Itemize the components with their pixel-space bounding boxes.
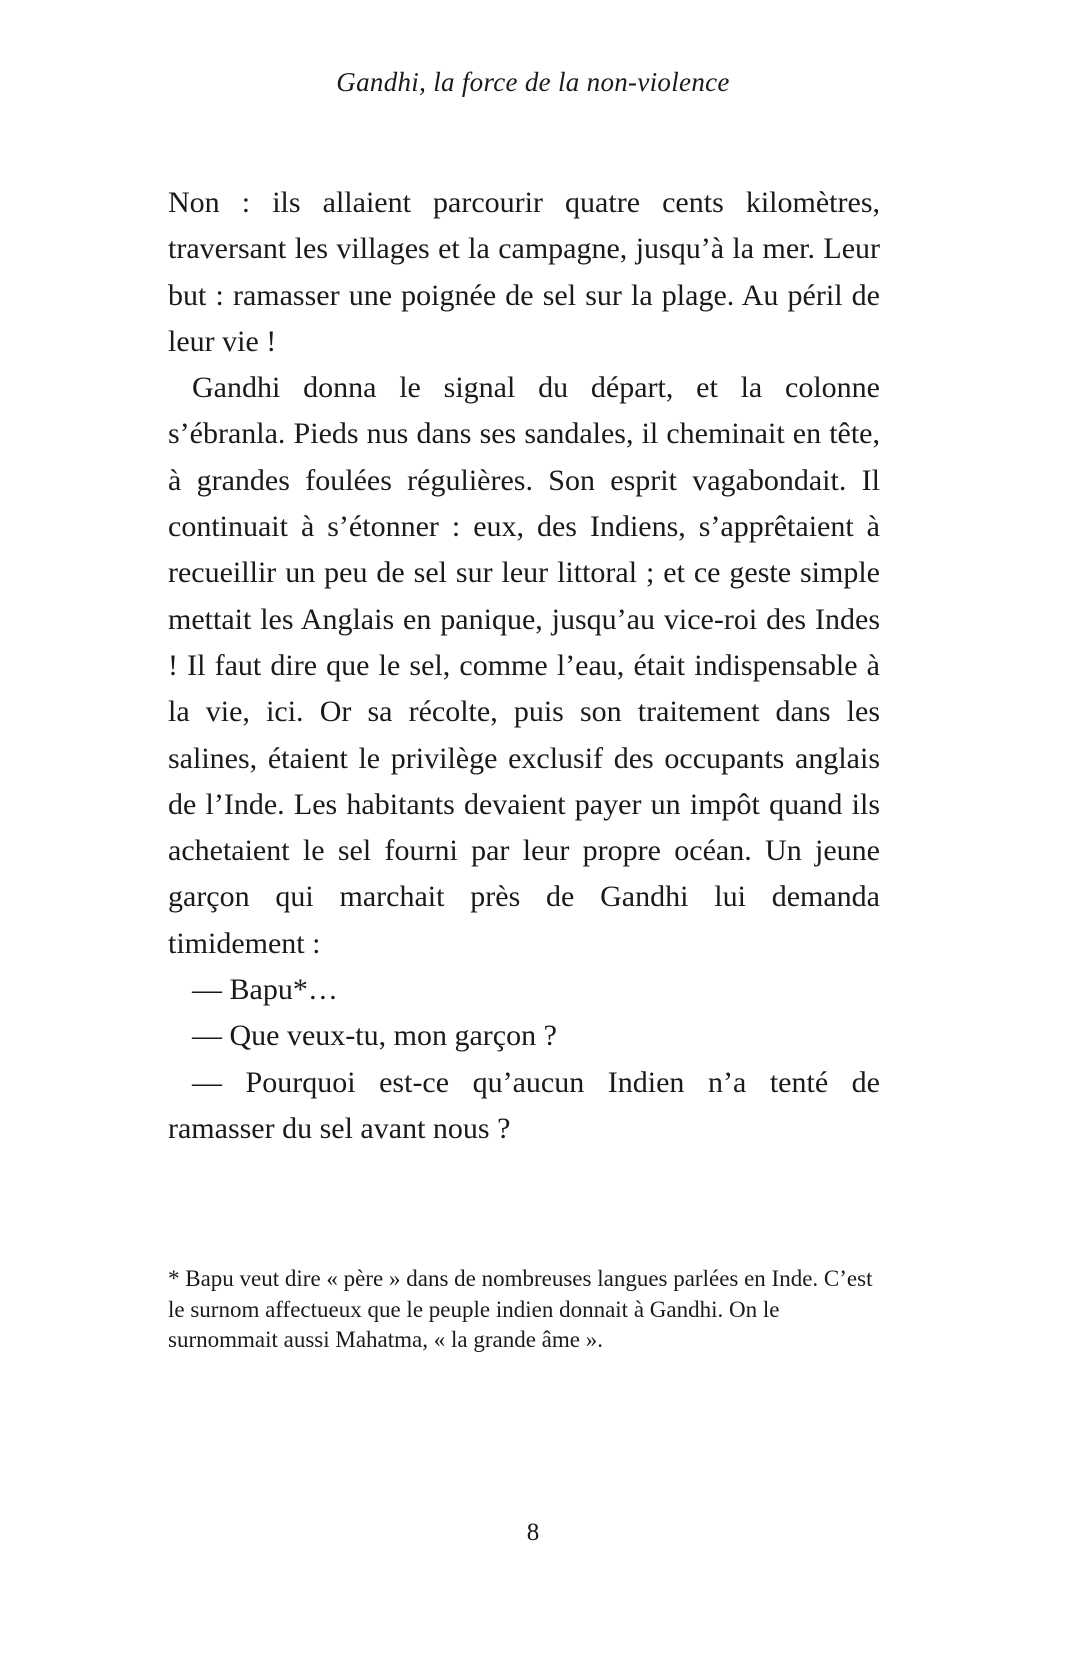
running-header: Gandhi, la force de la non-violence bbox=[336, 67, 730, 97]
dialogue-line-1: — Bapu*… bbox=[192, 973, 338, 1007]
paragraph-1: Non : ils allaient parcourir quatre cents kilomètres, traversant les villages et la campagne, jusqu’à la mer. Leur but : ramasser une poignée de sel sur la plage. Au péril de leur vie ! bbox=[168, 186, 880, 358]
paragraph-2: Gandhi donna le signal du départ, et la colonne s’ébranla. Pieds nus dans ses sandales, il cheminait en tête, à grandes foulées régulières. Son esprit vagabondait. Il continuait à s’étonner : eux, des Indiens, s’apprêtaient à recueillir un peu de sel sur leur littoral ; et ce geste simple mettait les Anglais en panique, jusqu’au vice-roi des Indes ! Il faut dire que le sel, comme l’eau, était indispensable à la vie, ici. Or sa récolte, puis son traitement dans les salines, étaient le privilège exclusif des occupants anglais de l’Inde. Les habitants devaient payer un impôt quand ils achetaient le sel fourni par leur propre océan. Un jeune garçon qui marchait près de Gandhi lui demanda timidement : bbox=[168, 371, 880, 960]
body-text bbox=[168, 180, 880, 1152]
page-number: 8 bbox=[526, 1519, 540, 1546]
dialogue-line-2: — Que veux-tu, mon garçon ? bbox=[192, 1019, 557, 1053]
footnote: * Bapu veut dire « père » dans de nombreuses langues parlées en Inde. C’est le surnom affectueux que le peuple indien donnait à Gandhi. On le surnommait aussi Mahatma, « la grande âme ». bbox=[168, 1266, 873, 1352]
dialogue-line-3: — Pourquoi est-ce qu’aucun Indien n’a tenté de ramasser du sel avant nous ? bbox=[168, 1065, 880, 1145]
